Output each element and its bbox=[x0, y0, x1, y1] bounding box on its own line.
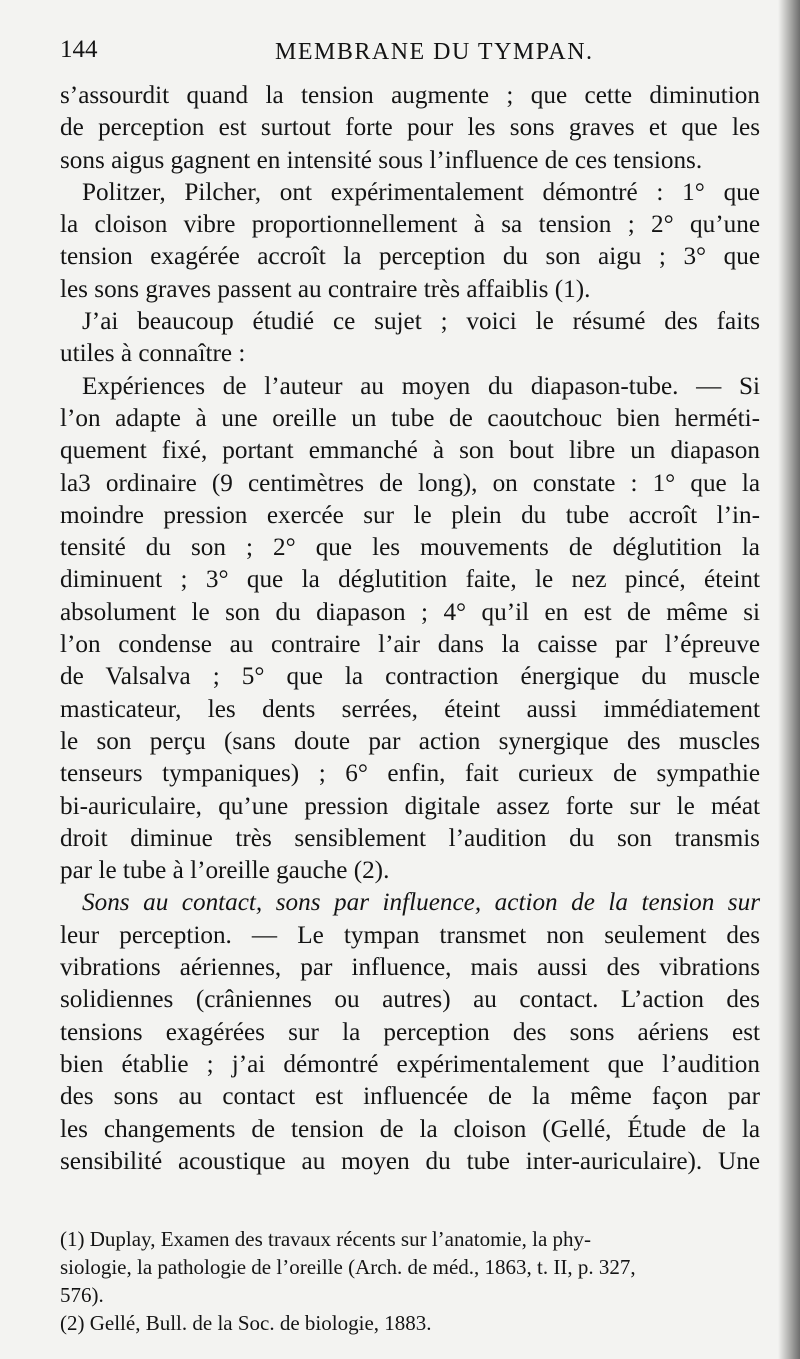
text-line: quement fixé, portant emmanché à son bout libre un diapason bbox=[60, 437, 760, 465]
footnotes bbox=[60, 1225, 760, 1337]
text-line: sensibilité acoustique au moyen du tube inter-auriculaire). Une bbox=[60, 1147, 760, 1175]
text-line: vibrations aériennes, par influence, mais aussi des vibrations bbox=[60, 954, 760, 982]
page-number: 144 bbox=[60, 36, 98, 63]
text-line: moindre pression exercée sur le plein du tube accroît l’in- bbox=[60, 501, 760, 529]
section-heading-line: Expériences de l’auteur au moyen du diapason-tube. — Si bbox=[82, 372, 760, 400]
text-line: sons aigus gagnent en intensité sous l’influence de ces tensions. bbox=[60, 146, 703, 174]
text-line: la cloison vibre proportionnellement à sa tension ; 2° qu’une bbox=[60, 211, 760, 239]
body-text bbox=[60, 80, 760, 1178]
section-heading-line: Sons au contact, sons par influence, action de la tension sur bbox=[82, 889, 760, 917]
text-line: la3 ordinaire (9 centimètres de long), on constate : 1° que la bbox=[60, 469, 760, 497]
footnote-line: 576). bbox=[60, 1283, 104, 1307]
text-line: bien établie ; j’ai démontré expérimentalement que l’audition bbox=[60, 1050, 760, 1078]
text-line: Politzer, Pilcher, ont expérimentalement démontré : 1° que bbox=[82, 178, 760, 206]
text-line: masticateur, les dents serrées, éteint aussi immédiatement bbox=[60, 695, 760, 723]
text-line: droit diminue très sensiblement l’audition du son transmis bbox=[60, 824, 760, 852]
text-line: tensions exagérées sur la perception des sons aériens est bbox=[60, 1018, 760, 1046]
text-line: les sons graves passent au contraire très affaiblis (1). bbox=[60, 275, 591, 303]
text-line: l’on adapte à une oreille un tube de caoutchouc bien herméti- bbox=[60, 404, 760, 432]
text-line: tensité du son ; 2° que les mouvements de déglutition la bbox=[60, 534, 760, 562]
text-line: par le tube à l’oreille gauche (2). bbox=[60, 857, 390, 885]
text-line: les changements de tension de la cloison (Gellé, Étude de la bbox=[60, 1115, 760, 1143]
page-header bbox=[60, 36, 760, 70]
text-line: J’ai beaucoup étudié ce sujet ; voici le résumé des faits bbox=[82, 308, 760, 336]
text-line: des sons au contact est influencée de la même façon par bbox=[60, 1083, 760, 1111]
text-line: absolument le son du diapason ; 4° qu’il en est de même si bbox=[60, 598, 760, 626]
text-line: de Valsalva ; 5° que la contraction énergique du muscle bbox=[60, 663, 760, 691]
text-line: tension exagérée accroît la perception du son aigu ; 3° que bbox=[60, 243, 760, 271]
text-line: solidiennes (crâniennes ou autres) au contact. L’action des bbox=[60, 986, 760, 1014]
text-line: utiles à connaître : bbox=[60, 340, 246, 368]
text-line: s’assourdit quand la tension augmente ; que cette diminution bbox=[60, 82, 760, 109]
text-line: tenseurs tympaniques) ; 6° enfin, fait curieux de sympathie bbox=[60, 760, 760, 788]
footnote-line: (2) Gellé, Bull. de la Soc. de biologie, 1883. bbox=[60, 1311, 432, 1335]
footnote-line: (1) Duplay, Examen des travaux récents sur l’anatomie, la phy- bbox=[60, 1227, 592, 1251]
text-line: diminuent ; 3° que la déglutition faite, le nez pincé, éteint bbox=[60, 566, 760, 594]
page-edge-shadow bbox=[778, 0, 800, 1359]
footnote-line: siologie, la pathologie de l’oreille (Arch. de méd., 1863, t. II, p. 327, bbox=[60, 1255, 636, 1279]
text-line: bi-auriculaire, qu’une pression digitale assez forte sur le méat bbox=[60, 792, 760, 820]
running-title: MEMBRANE DU TYMPAN. bbox=[275, 39, 594, 65]
text-line: de perception est surtout forte pour les sons graves et que les bbox=[60, 114, 760, 142]
text-line: le son perçu (sans doute par action synergique des muscles bbox=[60, 727, 760, 755]
text-line: leur perception. — Le tympan transmet non seulement des bbox=[60, 921, 760, 949]
text-line: l’on condense au contraire l’air dans la caisse par l’épreuve bbox=[60, 631, 760, 659]
